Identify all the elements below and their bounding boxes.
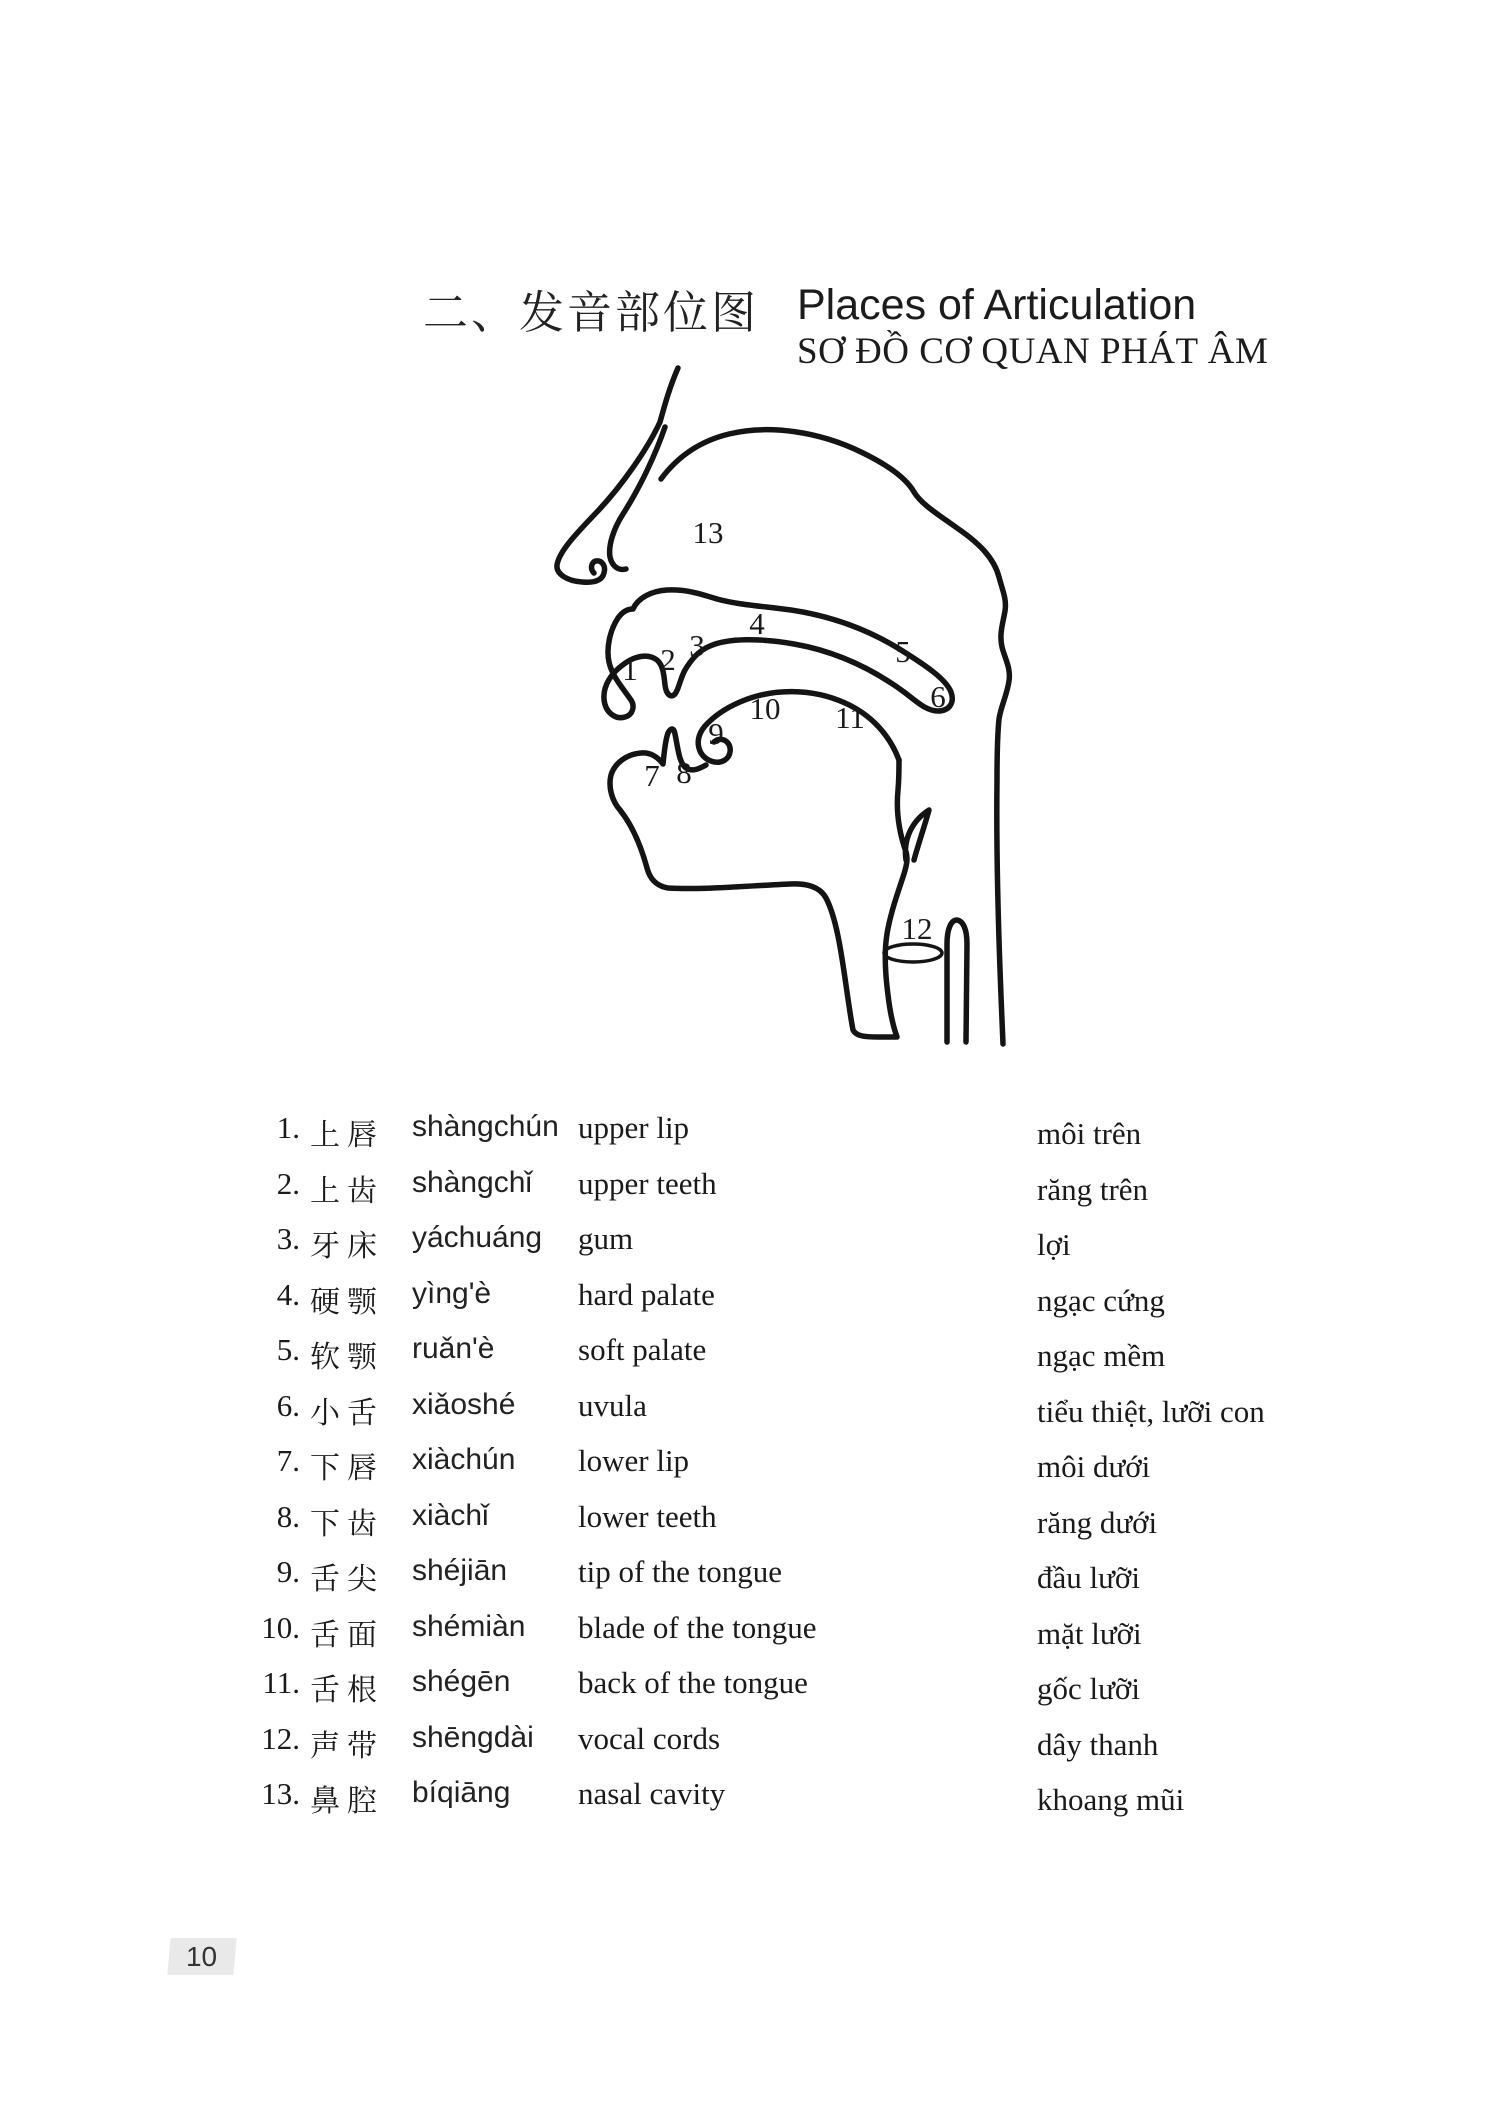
page-number: 10	[186, 1940, 218, 1972]
tongue-outline	[698, 692, 899, 763]
diagram-label-1: 1	[622, 652, 638, 687]
english-term: soft palate	[578, 1332, 707, 1367]
diagram-label-10: 10	[749, 691, 781, 726]
pinyin: shégēn	[412, 1665, 511, 1698]
row-number: 7.	[276, 1443, 300, 1478]
english-term: lower lip	[578, 1443, 690, 1478]
diagram-label-11: 11	[835, 700, 865, 735]
pinyin: yáchuáng	[412, 1221, 543, 1254]
vietnamese-term: mặt lưỡi	[1037, 1615, 1142, 1651]
vietnamese-term: răng trên	[1037, 1171, 1149, 1207]
pinyin: yìng'è	[412, 1276, 492, 1310]
chinese-term: 舌根	[310, 1674, 384, 1707]
pinyin: shéjiān	[412, 1554, 508, 1587]
vietnamese-term: tiểu thiệt, lưỡi con	[1037, 1393, 1265, 1429]
table-row	[230, 1655, 1460, 1711]
vietnamese-term: lợi	[1037, 1227, 1071, 1262]
english-term: upper lip	[578, 1110, 690, 1145]
chinese-term: 上唇	[310, 1119, 384, 1152]
row-number: 2.	[276, 1165, 300, 1201]
row-number: 6.	[276, 1387, 300, 1423]
english-term: blade of the tongue	[578, 1609, 817, 1645]
english-term: gum	[578, 1221, 634, 1256]
table-row	[230, 1766, 1460, 1822]
vietnamese-term: ngạc cứng	[1037, 1282, 1165, 1318]
table-row	[230, 1156, 1460, 1212]
english-term: uvula	[578, 1387, 647, 1423]
table-row	[230, 1711, 1460, 1767]
page-title-chinese: 二、发音部位图	[423, 288, 760, 338]
english-term: vocal cords	[578, 1720, 721, 1756]
chinese-term: 软颚	[310, 1341, 384, 1374]
pinyin: shēngdài	[412, 1720, 534, 1754]
table-row	[230, 1322, 1460, 1378]
english-term: back of the tongue	[578, 1665, 808, 1700]
chinese-term: 声带	[310, 1729, 384, 1763]
row-number: 9.	[276, 1554, 300, 1589]
row-number: 5.	[276, 1332, 300, 1367]
pinyin: xiàchún	[412, 1443, 516, 1476]
english-term: upper teeth	[578, 1165, 717, 1201]
diagram-label-13: 13	[692, 515, 724, 550]
row-number: 3.	[276, 1221, 300, 1256]
diagram-label-6: 6	[930, 679, 946, 714]
diagram-label-9: 9	[708, 716, 724, 751]
chinese-term: 舌尖	[310, 1563, 384, 1596]
pinyin: shàngchǐ	[412, 1165, 533, 1199]
english-term: tip of the tongue	[578, 1554, 783, 1589]
row-number: 11.	[262, 1665, 300, 1700]
table-row	[230, 1433, 1460, 1489]
row-number: 10.	[261, 1609, 300, 1645]
pinyin: shàngchún	[412, 1110, 559, 1143]
table-row	[230, 1378, 1460, 1434]
chinese-term: 小舌	[310, 1396, 384, 1430]
articulation-table	[230, 1100, 1460, 1830]
row-number: 13.	[261, 1776, 300, 1811]
vietnamese-term: khoang mũi	[1037, 1782, 1185, 1817]
chinese-term: 鼻腔	[310, 1785, 384, 1818]
vietnamese-term: ngạc mềm	[1037, 1338, 1166, 1373]
english-term: hard palate	[578, 1276, 715, 1312]
vietnamese-term: đầu lưỡi	[1037, 1560, 1140, 1595]
pinyin: shémiàn	[412, 1609, 526, 1643]
table-row	[230, 1600, 1460, 1656]
row-number: 1.	[276, 1110, 300, 1145]
chinese-term: 舌面	[310, 1618, 384, 1652]
row-number: 12.	[261, 1720, 300, 1756]
table-row	[230, 1267, 1460, 1323]
page-number-box	[167, 1938, 236, 1975]
diagram-label-7: 7	[644, 758, 660, 793]
table-row	[230, 1489, 1460, 1545]
table-row	[230, 1544, 1460, 1600]
pinyin: xiǎoshé	[412, 1387, 516, 1421]
larynx-strip-outline	[947, 920, 967, 1042]
diagram-label-3: 3	[689, 628, 705, 663]
chinese-term: 硬颚	[310, 1285, 384, 1319]
forehead-nose-outline	[557, 368, 678, 582]
page-title-english: Places of Articulation	[797, 281, 1197, 329]
diagram-label-2: 2	[660, 642, 676, 677]
pinyin: xiàchǐ	[412, 1498, 489, 1532]
chinese-term: 下唇	[310, 1452, 384, 1485]
pinyin: bíqiāng	[412, 1776, 511, 1809]
vietnamese-term: gốc lưỡi	[1037, 1671, 1140, 1706]
diagram-label-8: 8	[676, 755, 692, 790]
vietnamese-term: môi trên	[1037, 1116, 1142, 1151]
row-number: 4.	[276, 1276, 300, 1312]
row-number: 8.	[276, 1498, 300, 1534]
vocal-cords-ellipse	[884, 944, 942, 962]
chinese-term: 牙床	[310, 1230, 384, 1263]
vietnamese-term: răng dưới	[1037, 1504, 1158, 1540]
chinese-term: 下齿	[310, 1507, 384, 1541]
nose-bridge-inner-line	[610, 427, 665, 569]
diagram-label-5: 5	[895, 634, 911, 669]
table-row	[230, 1100, 1460, 1156]
vietnamese-term: dây thanh	[1037, 1726, 1159, 1762]
diagram-label-4: 4	[749, 606, 765, 641]
table-row	[230, 1211, 1460, 1267]
english-term: nasal cavity	[578, 1776, 726, 1811]
diagram-label-12: 12	[901, 911, 933, 946]
english-term: lower teeth	[578, 1498, 717, 1534]
vietnamese-term: môi dưới	[1037, 1449, 1151, 1484]
page-title-vietnamese: SƠ ĐỒ CƠ QUAN PHÁT ÂM	[797, 331, 1269, 372]
pinyin: ruǎn'è	[412, 1332, 495, 1365]
chinese-term: 上齿	[310, 1174, 384, 1208]
